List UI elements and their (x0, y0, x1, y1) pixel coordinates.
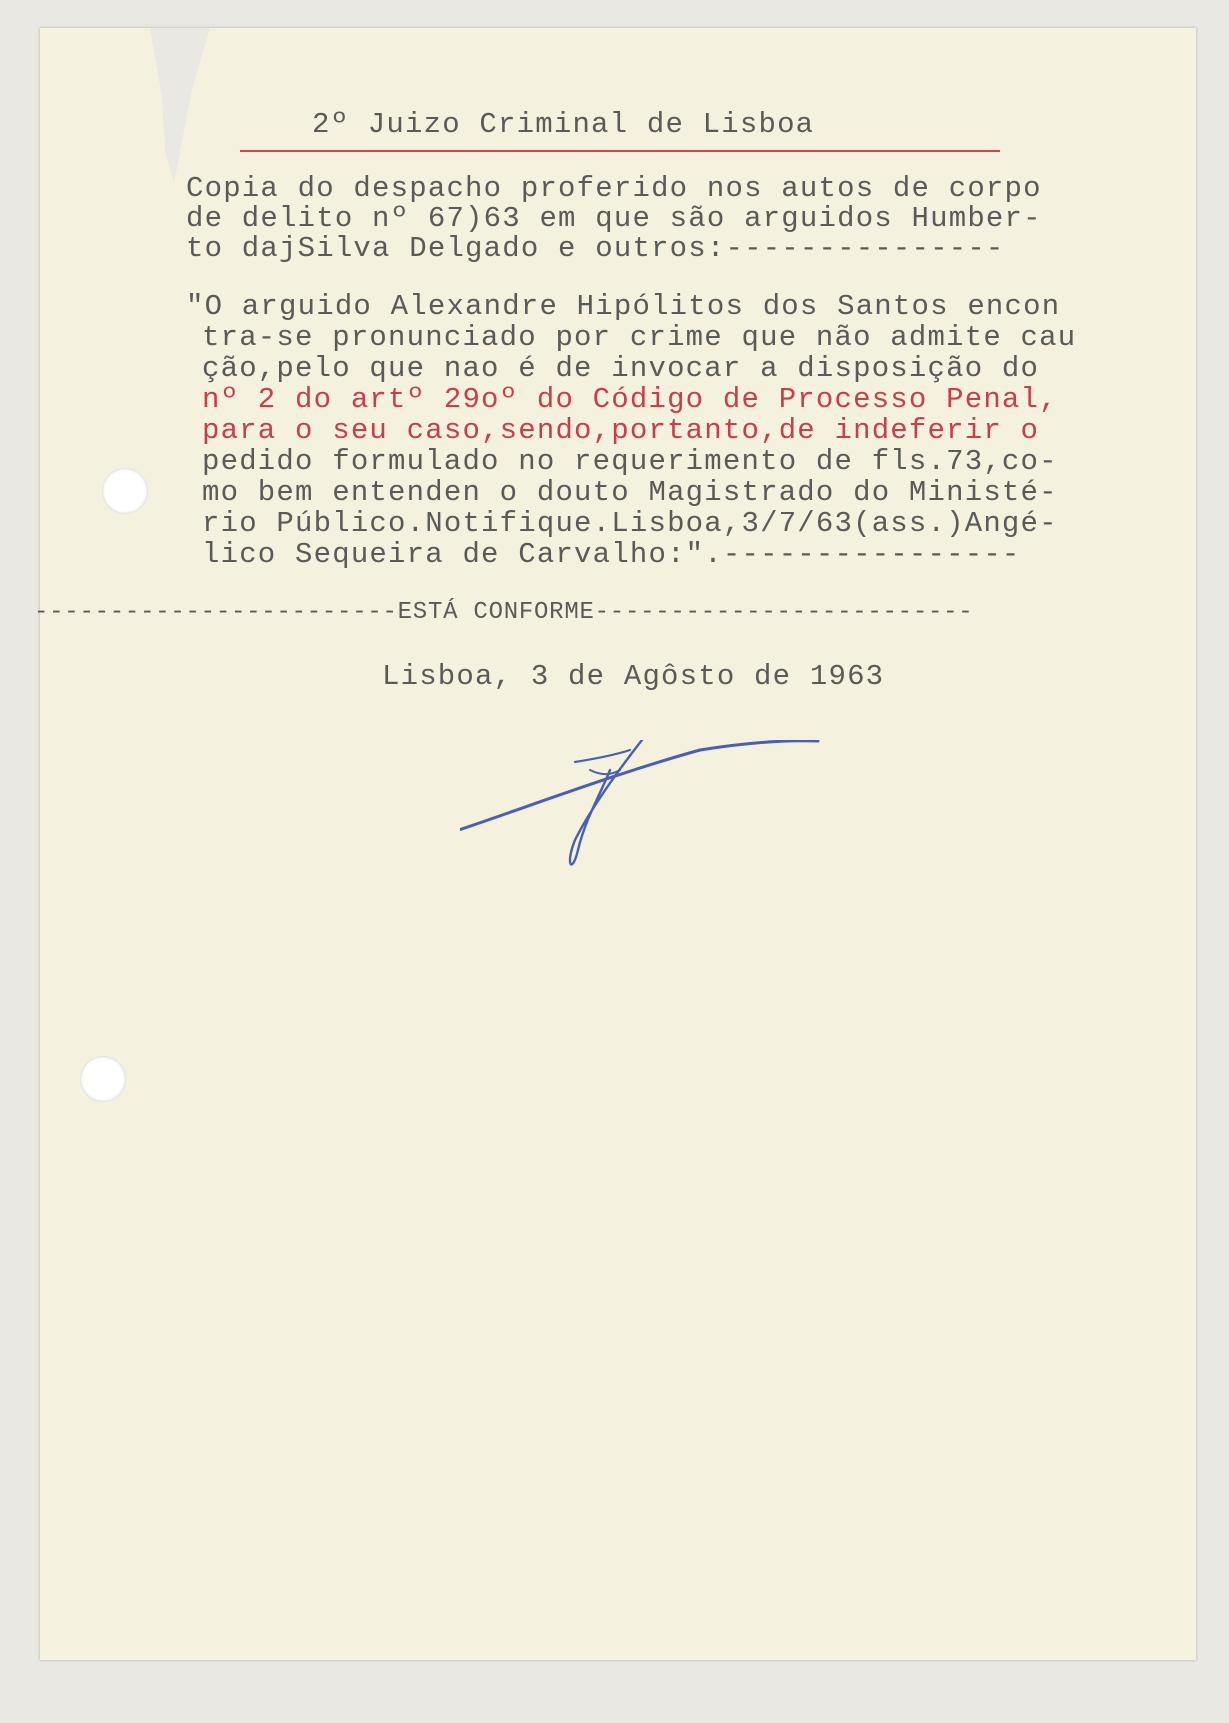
punch-hole-top (102, 468, 148, 514)
intro-line: de delito nº 67)63 em que são arguidos Humber- (186, 202, 1042, 235)
intro-line: to dajSilva Delgado e outros:--------------- (186, 232, 1005, 265)
date-line: Lisboa, 3 de Agôsto de 1963 (382, 660, 885, 693)
quote-line: lico Sequeira de Carvalho:".---------------- (202, 538, 1021, 571)
esta-conforme-line: ------------------------ESTÁ CONFORME------------------------- (34, 599, 974, 626)
quote-line: tra-se pronunciado por crime que não admite cau (202, 321, 1077, 354)
intro-line: Copia do despacho proferido nos autos de corpo (186, 172, 1042, 205)
quote-line: nº 2 do artº 29oº do Código de Processo Penal, (202, 383, 1058, 416)
document-heading: 2º Juizo Criminal de Lisboa (312, 108, 815, 141)
quote-line: mo bem entenden o douto Magistrado do Ministé- (202, 476, 1058, 509)
punch-hole-bottom (80, 1056, 126, 1102)
quote-line: "O arguido Alexandre Hipólitos dos Santos encon (186, 290, 1061, 323)
quote-line: rio Público.Notifique.Lisboa,3/7/63(ass.)Angé- (202, 507, 1058, 540)
quote-line: ção,pelo que nao é de invocar a disposição do (202, 352, 1040, 385)
quote-line: pedido formulado no requerimento de fls.73,co- (202, 445, 1058, 478)
heading-underline (240, 150, 1000, 152)
quote-line: para o seu caso,sendo,portanto,de indeferir o (202, 414, 1040, 447)
handwritten-signature (460, 740, 840, 870)
